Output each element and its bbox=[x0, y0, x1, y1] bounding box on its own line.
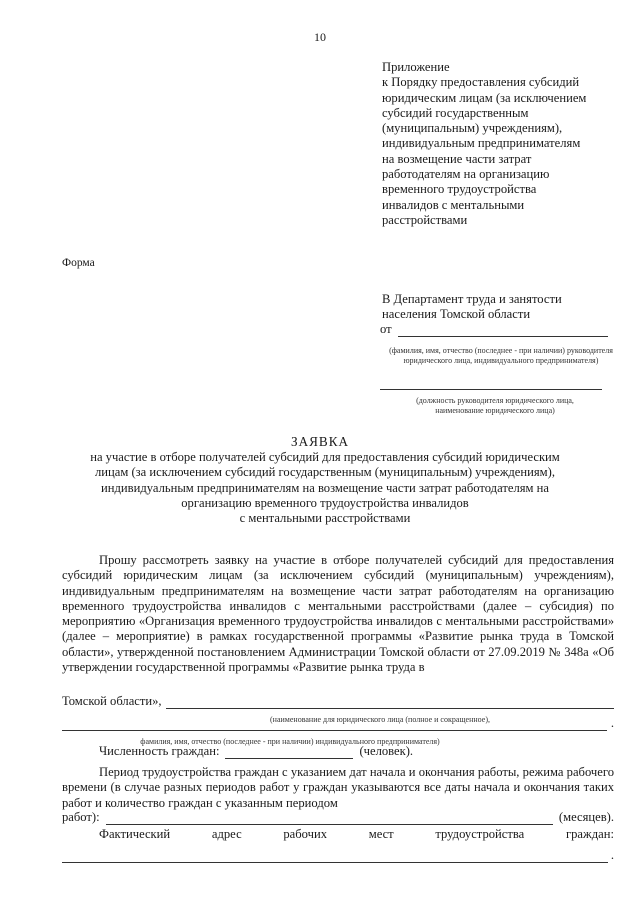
count-label: Численность граждан: bbox=[99, 744, 220, 758]
addressee-line-2: населения Томской области bbox=[382, 307, 531, 322]
months-unit: (месяцев). bbox=[558, 810, 614, 824]
address-blank-line[interactable] bbox=[62, 851, 608, 863]
period-paragraph: Период трудоустройства граждан с указанием дат начала и окончания работы, режима рабочего времени (в случае разных периодов работ у граждан указываются все даты начала и окончания таких работ и количество граждан с указанным периодом bbox=[62, 765, 614, 810]
subtitle-line: индивидуальным предпринимателям на возмещение части затрат работодателям на bbox=[101, 480, 549, 495]
org-name-blank-line-2[interactable] bbox=[62, 719, 607, 731]
address-word: адрес bbox=[211, 827, 242, 841]
subtitle-line: с ментальными расстройствами bbox=[239, 511, 411, 526]
period-field[interactable] bbox=[62, 810, 614, 825]
caption-entrepreneur-name: фамилия, имя, отчество (последнее - при наличии) индивидуального предпринимателя) bbox=[140, 737, 440, 746]
appendix-line: субсидий государственным bbox=[382, 105, 529, 120]
appendix-line: работодателям на организацию bbox=[382, 167, 550, 182]
form-label: Форма bbox=[62, 257, 95, 269]
line-end-dot: . bbox=[610, 716, 614, 730]
from-blank-line[interactable] bbox=[398, 325, 608, 337]
org-name-field-2[interactable] bbox=[62, 716, 614, 731]
appendix-line: Приложение bbox=[382, 60, 450, 74]
final-dot: . bbox=[610, 848, 614, 862]
period-blank-line[interactable] bbox=[106, 813, 553, 825]
addressee-line-1: В Департамент труда и занятости bbox=[382, 292, 562, 306]
page-number: 10 bbox=[314, 30, 326, 44]
appendix-line: инвалидов с ментальными bbox=[382, 197, 525, 212]
org-name-field[interactable] bbox=[62, 694, 614, 709]
caption-position: (должность руководителя юридического лица, наименование юридического лица) bbox=[416, 396, 574, 415]
caption-org-name: (наименование для юридического лица (полное и сокращенное), bbox=[270, 715, 490, 724]
document-subtitle bbox=[70, 450, 580, 526]
works-label: работ): bbox=[62, 810, 100, 824]
org-name-prefix: Томской области», bbox=[62, 694, 162, 708]
position-blank-line[interactable] bbox=[380, 389, 602, 390]
appendix-line: юридическим лицам (за исключением bbox=[382, 90, 587, 105]
address-word: мест bbox=[368, 827, 394, 841]
count-unit: (человек). bbox=[359, 744, 414, 758]
address-label-line bbox=[62, 827, 614, 842]
appendix-header bbox=[382, 60, 612, 228]
org-name-blank-line[interactable] bbox=[166, 697, 614, 709]
address-word: трудоустройства bbox=[435, 827, 525, 841]
subtitle-line: на участие в отборе получателей субсидий для предоставления субсидий юридическим bbox=[90, 450, 560, 464]
document-title: ЗАЯВКА bbox=[290, 434, 350, 449]
subtitle-line: лицам (за исключением субсидий государственным (муниципальным) учреждениям), bbox=[95, 465, 555, 480]
from-field[interactable] bbox=[380, 322, 608, 337]
appendix-line: временного трудоустройства bbox=[382, 182, 537, 197]
from-label: от bbox=[380, 322, 392, 336]
appendix-line: расстройствами bbox=[382, 212, 468, 227]
caption-applicant-name: (фамилия, имя, отчество (последнее - при наличии) руководителя юридического лица, индивидуального предпринимателя) bbox=[389, 346, 613, 365]
appendix-line: (муниципальным) учреждениям), bbox=[382, 121, 563, 136]
addressee bbox=[382, 292, 622, 323]
appendix-line: на возмещение части затрат bbox=[382, 151, 532, 166]
count-field[interactable] bbox=[62, 744, 614, 759]
subtitle-line: организацию временного трудоустройства инвалидов bbox=[181, 495, 469, 510]
appendix-line: индивидуальным предпринимателям bbox=[382, 136, 581, 151]
count-blank-line[interactable] bbox=[225, 748, 353, 759]
address-word: Фактический bbox=[99, 827, 171, 841]
address-word: граждан: bbox=[565, 827, 614, 841]
appendix-line: к Порядку предоставления субсидий bbox=[382, 75, 580, 90]
request-paragraph: Прошу рассмотреть заявку на участие в отборе получателей субсидий для предоставления субсидий юридическим лицам (за исключением субсидий (муниципальным) учреждениям), индивидуальным предпринимателям на возмещение части затрат работодателям на организацию временного трудоустройства инвалидов с ментальными расстройствами (далее – субсидия) по мероприятию «Организация временного трудоустройства инвалидов с ментальными расстройствами» (далее – мероприятие) в рамках государственной программы «Развитие рынка труда в Томской области», утвержденной постановлением Администрации Томской области от 27.09.2019 № 348а «Об утверждении государственной программы «Развитие рынка труда в bbox=[62, 553, 614, 675]
address-word: рабочих bbox=[283, 827, 328, 841]
address-field[interactable] bbox=[62, 848, 614, 863]
